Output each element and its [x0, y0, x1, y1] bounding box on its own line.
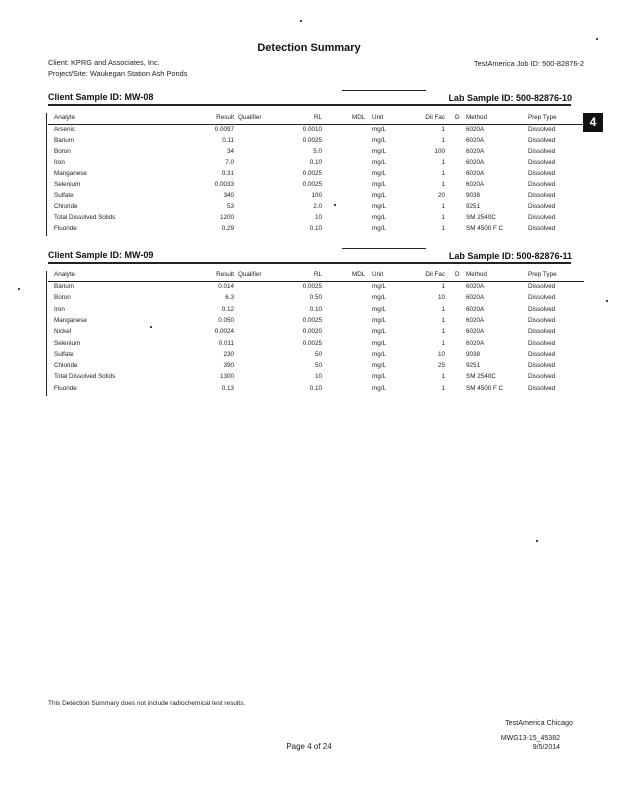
cell-result: 1200	[219, 214, 234, 221]
cell-prep-type: Dissolved	[528, 148, 556, 155]
cell-method: SM 2540C	[466, 373, 496, 381]
cell-unit: mg/L	[372, 339, 386, 347]
cell-unit: mg/L	[372, 316, 386, 324]
section-rule	[48, 262, 571, 264]
col-rl: RL	[313, 114, 322, 121]
cell-rl: 10	[314, 214, 322, 221]
cell-dil-fac: 1	[441, 328, 445, 336]
cell-result: 0.29	[221, 225, 234, 232]
cell-dil-fac: 1	[441, 137, 445, 144]
cell-dil-fac: 1	[441, 203, 445, 210]
cell-result: 390	[223, 362, 234, 370]
cell-method: SM 2540C	[466, 214, 496, 221]
cell-prep-type: Dissolved	[528, 214, 556, 221]
table-header-rule	[48, 124, 584, 125]
cell-prep-type: Dissolved	[528, 181, 556, 188]
col-dil-fac: Dil Fac	[425, 114, 445, 121]
cell-analyte: Manganese	[54, 170, 87, 177]
cell-rl: 0.10	[309, 225, 322, 232]
col-analyte: Analyte	[54, 271, 76, 278]
cell-prep-type: Dissolved	[528, 170, 556, 177]
cell-analyte: Manganese	[54, 316, 87, 324]
cell-analyte: Barium	[54, 283, 74, 290]
cell-result: 230	[223, 350, 234, 358]
cell-result: 53	[226, 203, 234, 210]
col-result: Result	[216, 114, 234, 121]
cell-prep-type: Dissolved	[528, 192, 556, 199]
cell-method: 6020A	[466, 148, 485, 155]
col-dil-fac: Dil Fac	[425, 271, 445, 278]
section-tab: 4	[583, 113, 603, 132]
table-header-rule	[48, 281, 584, 282]
scan-speck	[536, 540, 538, 542]
cell-unit: mg/L	[372, 159, 386, 166]
cell-analyte: Selenium	[54, 181, 81, 188]
cell-method: 6020A	[466, 181, 485, 188]
table-row	[48, 317, 584, 327]
cell-analyte: Chloride	[54, 362, 78, 370]
cell-analyte: Boron	[54, 148, 71, 155]
project-line: Project/Site: Waukegan Station Ash Ponds	[48, 69, 188, 78]
cell-analyte: Total Dissolved Solids	[54, 214, 116, 221]
cell-method: 6020A	[466, 316, 485, 324]
cell-rl: 50	[314, 362, 322, 370]
cell-method: 6020A	[466, 294, 485, 302]
table-row	[48, 373, 584, 383]
cell-result: 0.12	[221, 305, 234, 313]
cell-dil-fac: 1	[441, 126, 445, 133]
cell-method: 6020A	[466, 339, 485, 347]
cell-unit: mg/L	[372, 192, 386, 199]
cell-rl: 0.0025	[302, 170, 322, 177]
cell-rl: 0.0010	[302, 126, 322, 133]
cell-rl: 0.0025	[302, 137, 322, 144]
cell-method: 6020A	[466, 170, 485, 177]
cell-prep-type: Dissolved	[528, 283, 556, 290]
cell-unit: mg/L	[372, 384, 386, 392]
cell-unit: mg/L	[372, 373, 386, 381]
cell-analyte: Barium	[54, 137, 74, 144]
cell-prep-type: Dissolved	[528, 316, 556, 324]
cell-method: 6020A	[466, 328, 485, 336]
scan-speck	[300, 20, 302, 22]
cell-dil-fac: 100	[434, 148, 445, 155]
cell-unit: mg/L	[372, 203, 386, 210]
cell-prep-type: Dissolved	[528, 328, 556, 336]
cell-rl: 0.10	[309, 305, 322, 313]
page-title: Detection Summary	[257, 42, 361, 54]
table-bracket	[46, 271, 47, 396]
table-row	[48, 159, 584, 169]
cell-rl: 0.0025	[302, 316, 322, 324]
cell-rl: 50	[314, 350, 322, 358]
cell-result: 1300	[219, 373, 234, 381]
cell-analyte: Iron	[54, 159, 65, 166]
cell-prep-type: Dissolved	[528, 305, 556, 313]
cell-prep-type: Dissolved	[528, 126, 556, 133]
divider	[342, 248, 426, 249]
table-row	[48, 328, 584, 338]
cell-prep-type: Dissolved	[528, 203, 556, 210]
cell-result: 6.3	[225, 294, 234, 302]
cell-dil-fac: 1	[441, 214, 445, 221]
table-row	[48, 362, 584, 372]
cell-method: SM 4500 F C	[466, 225, 504, 232]
col-d: D	[455, 271, 460, 278]
cell-method: 9038	[466, 350, 481, 358]
cell-prep-type: Dissolved	[528, 362, 556, 370]
cell-analyte: Arsenic	[54, 126, 75, 133]
table-row	[48, 351, 584, 361]
cell-result: 340	[223, 192, 234, 199]
cell-rl: 10	[314, 373, 322, 381]
cell-dil-fac: 25	[437, 362, 445, 370]
scan-speck	[150, 326, 152, 328]
col-unit: Unit	[372, 271, 384, 278]
doc-date: 9/5/2014	[532, 744, 560, 751]
cell-rl: 0.0025	[302, 339, 322, 347]
col-qualifier: Qualifier	[238, 271, 262, 278]
cell-unit: mg/L	[372, 294, 386, 302]
cell-dil-fac: 1	[441, 373, 445, 381]
col-d: D	[455, 114, 460, 121]
scan-speck	[334, 204, 336, 206]
cell-unit: mg/L	[372, 148, 386, 155]
table-row	[48, 192, 584, 202]
cell-result: 0.0097	[214, 126, 234, 133]
cell-dil-fac: 1	[441, 316, 445, 324]
col-mdl: MDL	[352, 114, 366, 121]
cell-dil-fac: 1	[441, 339, 445, 347]
cell-rl: 0.0025	[302, 181, 322, 188]
cell-unit: mg/L	[372, 170, 386, 177]
cell-dil-fac: 1	[441, 305, 445, 313]
cell-rl: 2.0	[313, 203, 322, 210]
section-rule	[48, 104, 571, 106]
table-row	[48, 181, 584, 191]
cell-method: 6020A	[466, 305, 485, 313]
cell-unit: mg/L	[372, 328, 386, 336]
cell-method: 6020A	[466, 159, 485, 166]
cell-prep-type: Dissolved	[528, 384, 556, 392]
col-rl: RL	[313, 271, 322, 278]
cell-dil-fac: 20	[437, 192, 445, 199]
cell-rl: 0.50	[309, 294, 322, 302]
col-method: Method	[466, 114, 488, 121]
cell-result: 0.0024	[214, 328, 234, 336]
cell-analyte: Fluoride	[54, 225, 77, 232]
cell-method: 6020A	[466, 283, 485, 290]
scan-speck	[18, 288, 20, 290]
cell-result: 7.0	[225, 159, 234, 166]
scan-speck	[596, 38, 598, 40]
table-header	[48, 271, 584, 281]
cell-rl: 0.10	[309, 384, 322, 392]
cell-prep-type: Dissolved	[528, 294, 556, 302]
table-row	[48, 306, 584, 316]
cell-rl: 0.0020	[302, 328, 322, 336]
cell-dil-fac: 1	[441, 159, 445, 166]
cell-prep-type: Dissolved	[528, 137, 556, 144]
cell-dil-fac: 10	[437, 350, 445, 358]
cell-unit: mg/L	[372, 350, 386, 358]
scan-speck	[606, 300, 608, 302]
cell-analyte: Chloride	[54, 203, 78, 210]
col-method: Method	[466, 271, 488, 278]
cell-method: 9251	[466, 362, 481, 370]
cell-dil-fac: 1	[441, 384, 445, 392]
table-row	[48, 214, 584, 224]
table-row	[48, 385, 584, 395]
col-analyte: Analyte	[54, 114, 76, 121]
cell-result: 0.011	[218, 339, 234, 347]
client-sample-id-1: Client Sample ID: MW-08	[48, 92, 154, 102]
cell-method: 9038	[466, 192, 481, 199]
table-row	[48, 126, 584, 136]
cell-method: 6020A	[466, 126, 485, 133]
cell-unit: mg/L	[372, 214, 386, 221]
cell-prep-type: Dissolved	[528, 350, 556, 358]
table-bracket	[46, 113, 47, 236]
cell-dil-fac: 1	[441, 283, 445, 290]
lab-name: TestAmerica Chicago	[505, 718, 573, 727]
cell-prep-type: Dissolved	[528, 225, 556, 232]
cell-rl: 100	[311, 192, 322, 199]
cell-unit: mg/L	[372, 137, 386, 144]
table-row	[48, 137, 584, 147]
cell-unit: mg/L	[372, 181, 386, 188]
cell-unit: mg/L	[372, 362, 386, 370]
cell-rl: 5.0	[313, 148, 322, 155]
cell-analyte: Nickel	[54, 328, 72, 336]
cell-dil-fac: 1	[441, 225, 445, 232]
cell-dil-fac: 1	[441, 170, 445, 177]
cell-unit: mg/L	[372, 126, 386, 133]
col-unit: Unit	[372, 114, 384, 121]
cell-prep-type: Dissolved	[528, 159, 556, 166]
client-line: Client: KPRG and Associates, Inc.	[48, 58, 160, 67]
table-row	[48, 283, 584, 293]
cell-method: 9251	[466, 203, 481, 210]
cell-analyte: Iron	[54, 305, 65, 313]
job-id: TestAmerica Job ID: 500-82876-2	[473, 59, 584, 68]
col-result: Result	[216, 271, 234, 278]
cell-rl: 0.0025	[302, 283, 322, 290]
cell-result: 0.014	[218, 283, 234, 290]
table-header	[48, 114, 584, 124]
divider	[342, 90, 426, 91]
cell-analyte: Total Dissolved Solids	[54, 373, 116, 381]
cell-result: 0.31	[221, 170, 234, 177]
cell-prep-type: Dissolved	[528, 373, 556, 381]
lab-sample-id-1: Lab Sample ID: 500-82876-10	[448, 93, 572, 103]
table-row	[48, 294, 584, 304]
table-row	[48, 203, 584, 213]
table-row	[48, 148, 584, 158]
cell-analyte: Sulfate	[54, 192, 74, 199]
cell-analyte: Fluoride	[54, 384, 77, 392]
cell-unit: mg/L	[372, 225, 386, 232]
cell-analyte: Sulfate	[54, 350, 74, 358]
cell-result: 34	[226, 148, 234, 155]
cell-rl: 0.10	[309, 159, 322, 166]
cell-prep-type: Dissolved	[528, 339, 556, 347]
cell-dil-fac: 1	[441, 181, 445, 188]
cell-unit: mg/L	[372, 305, 386, 313]
footer-note: This Detection Summary does not include radiochemical test results.	[48, 700, 246, 707]
cell-result: 0.0033	[214, 181, 234, 188]
col-mdl: MDL	[352, 271, 366, 278]
cell-result: 0.11	[222, 137, 234, 144]
doc-id: MWG13-15_45382	[500, 735, 560, 742]
cell-analyte: Boron	[54, 294, 71, 302]
table-row	[48, 170, 584, 180]
cell-dil-fac: 10	[437, 294, 445, 302]
cell-analyte: Selenium	[54, 339, 81, 347]
col-prep-type: Prep Type	[528, 114, 557, 121]
cell-method: 6020A	[466, 137, 485, 144]
cell-result: 0.13	[221, 384, 234, 392]
cell-method: SM 4500 F C	[466, 384, 504, 392]
col-qualifier: Qualifier	[238, 114, 262, 121]
table-row	[48, 340, 584, 350]
lab-sample-id-2: Lab Sample ID: 500-82876-11	[448, 251, 572, 261]
client-sample-id-2: Client Sample ID: MW-09	[48, 250, 154, 260]
col-prep-type: Prep Type	[528, 271, 557, 278]
table-row	[48, 225, 584, 235]
cell-result: 0.050	[218, 316, 234, 324]
page-number: Page 4 of 24	[286, 742, 332, 751]
cell-unit: mg/L	[372, 283, 386, 290]
